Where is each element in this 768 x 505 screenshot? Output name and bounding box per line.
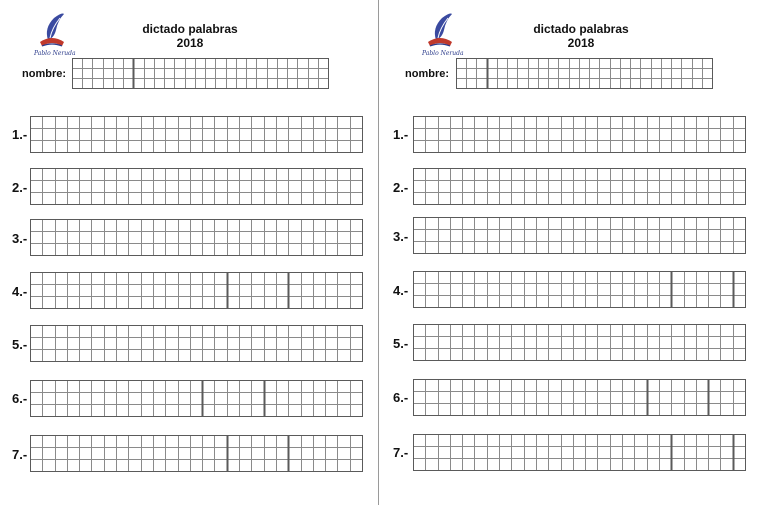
row-grid-lines	[30, 435, 363, 472]
writing-row-1[interactable]	[413, 116, 746, 153]
name-grid-lines	[456, 58, 713, 89]
row-grid-lines	[30, 380, 363, 417]
row-label-4: 4.-	[12, 284, 28, 299]
row-label-5: 5.-	[12, 337, 28, 352]
left-worksheet	[0, 0, 378, 505]
row-label-1: 1.-	[393, 127, 409, 142]
row-label-3: 3.-	[393, 229, 409, 244]
right-worksheet	[379, 0, 768, 505]
row-grid-lines	[30, 272, 363, 309]
row-label-2: 2.-	[12, 180, 28, 195]
row-label-6: 6.-	[393, 390, 409, 405]
writing-row-2[interactable]	[30, 168, 363, 205]
writing-row-6[interactable]	[413, 379, 746, 416]
row-grid-lines	[30, 325, 363, 362]
name-grid-lines	[72, 58, 329, 89]
title-text: dictado palabras	[533, 22, 629, 36]
row-label-5: 5.-	[393, 336, 409, 351]
row-grid-lines	[413, 217, 746, 254]
row-grid-lines	[413, 434, 746, 471]
row-grid-lines	[413, 324, 746, 361]
row-grid-lines	[413, 168, 746, 205]
name-writing-grid[interactable]	[456, 58, 713, 89]
year-text: 2018	[567, 36, 595, 50]
row-grid-lines	[413, 271, 746, 308]
writing-row-3[interactable]	[413, 217, 746, 254]
name-writing-grid[interactable]	[72, 58, 329, 89]
row-label-4: 4.-	[393, 283, 409, 298]
row-grid-lines	[413, 116, 746, 153]
row-grid-lines	[413, 379, 746, 416]
writing-row-1[interactable]	[30, 116, 363, 153]
row-label-3: 3.-	[12, 231, 28, 246]
logo-text: Pablo Neruda	[422, 50, 464, 57]
row-grid-lines	[30, 116, 363, 153]
writing-row-4[interactable]	[30, 272, 363, 309]
writing-row-4[interactable]	[413, 271, 746, 308]
worksheet-title	[115, 22, 265, 50]
writing-row-5[interactable]	[413, 324, 746, 361]
name-label: nombre:	[22, 68, 66, 80]
row-label-7: 7.-	[12, 447, 28, 462]
row-label-7: 7.-	[393, 445, 409, 460]
row-label-6: 6.-	[12, 391, 28, 406]
writing-row-7[interactable]	[413, 434, 746, 471]
school-logo	[34, 10, 76, 57]
worksheet-title	[506, 22, 656, 50]
year-text: 2018	[176, 36, 204, 50]
row-label-1: 1.-	[12, 127, 28, 142]
quill-emblem-icon	[34, 10, 70, 50]
row-grid-lines	[30, 219, 363, 256]
writing-row-2[interactable]	[413, 168, 746, 205]
row-grid-lines	[30, 168, 363, 205]
title-text: dictado palabras	[142, 22, 238, 36]
name-label: nombre:	[405, 68, 449, 80]
quill-emblem-icon	[422, 10, 458, 50]
writing-row-3[interactable]	[30, 219, 363, 256]
writing-row-7[interactable]	[30, 435, 363, 472]
school-logo	[422, 10, 464, 57]
logo-text: Pablo Neruda	[34, 50, 76, 57]
writing-row-6[interactable]	[30, 380, 363, 417]
row-label-2: 2.-	[393, 180, 409, 195]
writing-row-5[interactable]	[30, 325, 363, 362]
